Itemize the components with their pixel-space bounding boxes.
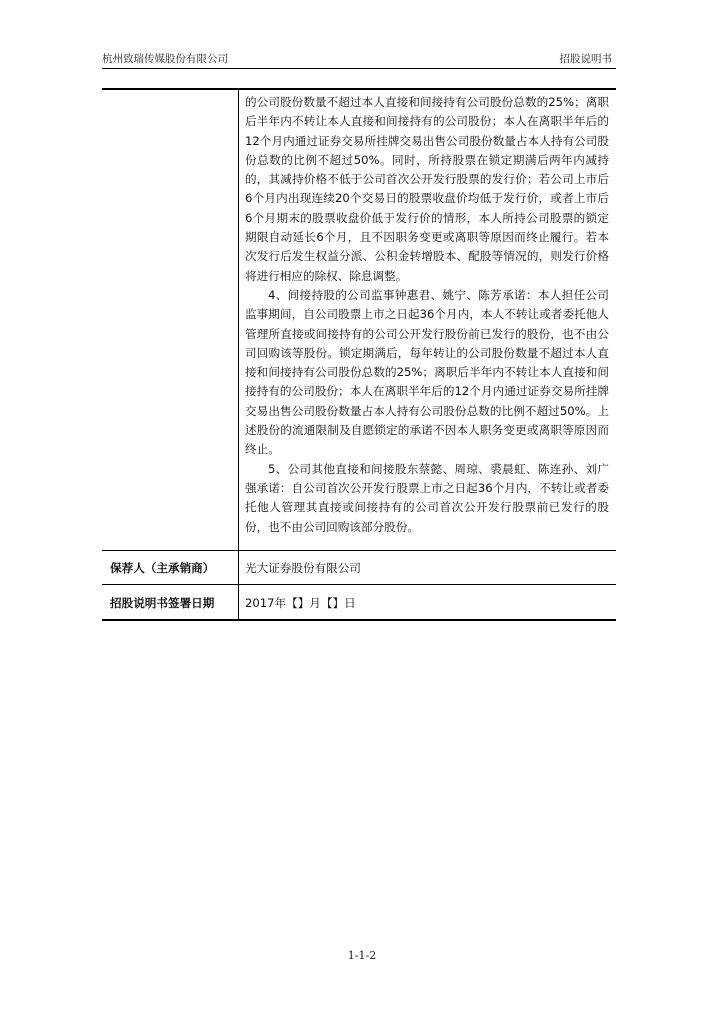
table-bottom-border <box>102 619 616 621</box>
page-number: 1-1-2 <box>347 949 377 962</box>
header-company-name: 杭州致瑞传媒股份有限公司 <box>102 53 228 65</box>
commitment-paragraph: 的公司股份数量不超过本人直接和间接持有公司股份总数的25%；离职后半年内不转让本人直接和间接持有的公司股份；本人在离职半年后的12个月内通过证券交易所挂牌交易出售公司股份数量占本人持有公司股份总数的比例不超过50%。同时，所持股票在锁定期满后两年内减持的，其减持价格不低于公司首次公开发行股票的发行价；若公司上市后6个月内出现连续20个交易日的股票收盘价均低于发行价，或者上市后6个月期末的股票收盘价低于发行价的情形，本人所持公司股票的锁定期限自动延长6个月，且不因职务变更或离职等原因而终止履行。若本次发行后发生权益分派、公积金转增股本、配股等情况的，则发行价格将进行相应的除权、除息调整。 <box>245 95 609 283</box>
info-table <box>102 88 616 621</box>
commitment-paragraph: 4、间接持股的公司监事钟惠君、姚宁、陈芳承诺：本人担任公司监事期间，自公司股票上市之日起36个月内，本人不转让或者委托他人管理所直接或间接持有的公司公开发行股份前已发行的股份，也不由公司回购该等股份。锁定期满后，每年转让的公司股份数量不超过本人直接和间接持有公司股份总数的25%；离职后半年内不转让本人直接和间接持有的公司股份；本人在离职半年后的12个月内通过证券交易所挂牌交易出售公司股份数量占本人持有公司股份总数的比例不超过50%。上述股份的流通限制及自愿锁定的承诺不因本人职务变更或离职等原因而终止。 <box>245 287 609 457</box>
row-divider <box>102 584 616 585</box>
sponsor-value: 光大证券股份有限公司 <box>245 561 361 575</box>
column-divider <box>238 90 239 621</box>
commitment-text-cell <box>245 93 609 537</box>
header-document-type: 招股说明书 <box>559 53 612 65</box>
row-divider <box>102 550 616 551</box>
header-rule <box>102 68 616 69</box>
commitment-paragraph: 5、公司其他直接和间接股东蔡懿、周琼、裘晨虹、陈连孙、刘广强承诺：自公司首次公开发行股票上市之日起36个月内，不转让或者委托他人管理其直接或间接持有的公司首次公开发行股票前已发行的股份，也不由公司回购该部分股份。 <box>245 461 609 534</box>
sponsor-label: 保荐人（主承销商） <box>110 561 215 575</box>
signing-date-label: 招股说明书签署日期 <box>110 596 215 610</box>
page-header <box>102 51 616 67</box>
signing-date-value: 2017年【】月【】日 <box>245 596 356 610</box>
table-top-border <box>102 88 616 90</box>
